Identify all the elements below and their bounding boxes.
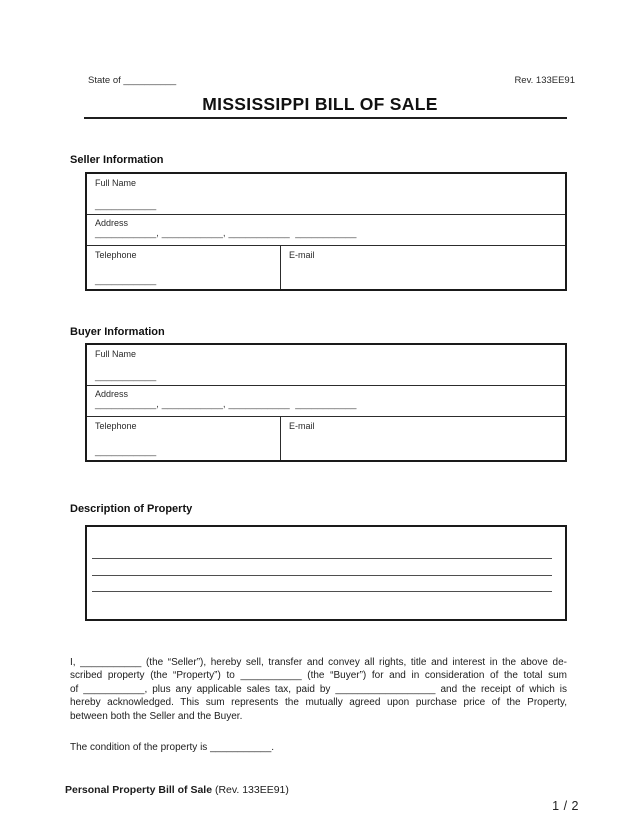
seller-telephone-blank: ___________ [95, 275, 157, 286]
buyer-info-box [85, 343, 567, 462]
seller-address-row [87, 215, 565, 246]
condition-statement: The condition of the property is ___________. [70, 742, 275, 753]
buyer-address-label: Address [95, 389, 129, 399]
title-divider [84, 117, 567, 119]
legal-paragraph-line: of ___________, plus any applicable sales tax, paid by __________________ and the receipt of which is [70, 683, 567, 695]
seller-telephone-cell [87, 246, 281, 289]
buyer-email-cell [281, 417, 565, 460]
legal-paragraph-line: scribed property (the “Property”) to ___________ (the “Buyer”) for and in consideration of the total sum [70, 670, 567, 682]
document-title: MISSISSIPPI BILL OF SALE [202, 94, 438, 114]
legal-paragraph-line: I, ___________ (the “Seller”), hereby sell, transfer and convey all rights, title and interest in the above de- [70, 657, 567, 668]
buyer-address-blanks: ___________, ___________, ___________ ___________ [95, 399, 357, 410]
footer-title-bold: Personal Property Bill of Sale [65, 784, 213, 796]
buyer-full-name-row [87, 345, 565, 386]
buyer-section-heading: Buyer Information [70, 326, 165, 338]
description-section-heading: Description of Property [70, 503, 193, 515]
seller-email-cell [281, 246, 565, 289]
seller-telephone-label: Telephone [95, 250, 137, 260]
footer-document-title [65, 784, 289, 796]
seller-full-name-label: Full Name [95, 178, 137, 188]
seller-full-name-row [87, 174, 565, 215]
state-of-line: State of __________ [88, 75, 177, 86]
revision-number: Rev. 133EE91 [514, 75, 575, 86]
seller-info-box [85, 172, 567, 291]
seller-contact-row [87, 246, 565, 289]
buyer-contact-row [87, 417, 565, 460]
buyer-telephone-label: Telephone [95, 421, 137, 431]
description-box [85, 525, 567, 621]
footer-revision: (Rev. 133EE91) [212, 784, 289, 796]
buyer-telephone-cell [87, 417, 281, 460]
seller-email-label: E-mail [289, 250, 315, 260]
buyer-email-label: E-mail [289, 421, 315, 431]
buyer-address-row [87, 386, 565, 417]
description-writing-line [92, 575, 552, 576]
page-number: 1 / 2 [552, 799, 579, 813]
seller-section-heading: Seller Information [70, 154, 164, 166]
legal-paragraph-line: between both the Seller and the Buyer. [70, 710, 243, 722]
legal-paragraph [70, 656, 567, 723]
buyer-full-name-label: Full Name [95, 349, 137, 359]
seller-address-blanks: ___________, ___________, ___________ ___________ [95, 228, 357, 239]
buyer-telephone-blank: ___________ [95, 446, 157, 457]
seller-address-label: Address [95, 218, 129, 228]
buyer-full-name-blank: ___________ [95, 371, 157, 382]
seller-full-name-blank: ___________ [95, 200, 157, 211]
description-writing-line [92, 591, 552, 592]
legal-paragraph-line: hereby acknowledged. This sum represents the mutually agreed upon purchase price of the Property, [70, 697, 567, 709]
description-writing-line [92, 558, 552, 559]
